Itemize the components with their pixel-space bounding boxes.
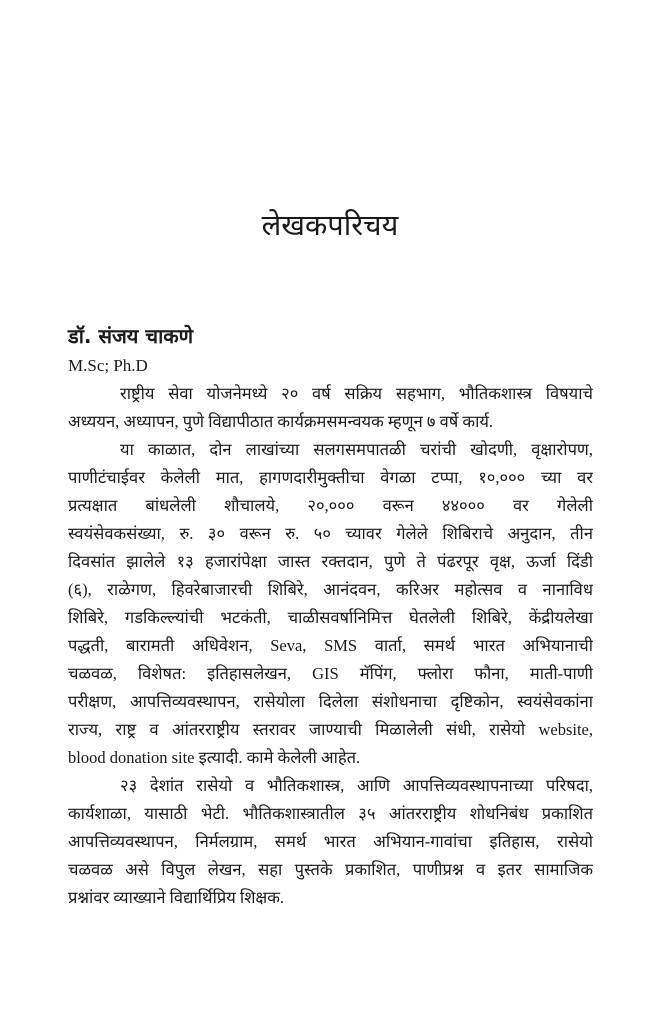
text-line: पाणीटंचाईवर केलेली मात, हागणदारीमुक्तीचा वेगळा टप्पा, १०,००० च्या वर [68, 468, 593, 487]
text-line: प्रत्यक्षात बांधलेली शौचालये, २०,००० वरून ४४००० वर गेलेली [68, 496, 593, 515]
author-bio [68, 352, 593, 912]
text-line: चळवळ, विशेषत: इतिहासलेखन, GIS मॅपिंग, फ्लोरा फौना, माती-पाणी [68, 664, 593, 683]
bio-paragraphs [68, 380, 593, 912]
text-line: राज्य, राष्ट्र व आंतरराष्ट्रीय स्तरावर जाण्याची मिळालेली संधी, रासेयो website, [68, 720, 593, 739]
text-line: स्वयंसेवकसंख्या, रु. ३० वरून रु. ५० च्यावर गेलेले शिबिराचे अनुदान, तीन [68, 524, 593, 543]
text-line: आपत्तिव्यवस्थापन, निर्मलग्राम, समर्थ भारत अभियान-गावांचा इतिहास, रासेयो [68, 832, 593, 851]
text-line: प्रश्नांवर व्याख्याने विद्यार्थिप्रिय शिक्षक. [68, 888, 285, 907]
paragraph [68, 380, 593, 436]
author-degree: M.Sc; Ph.D [68, 356, 148, 375]
text-line: २३ देशांत रासेयो व भौतिकशास्त्र, आणि आपत्तिव्यवस्थापनाच्या परिषदा, [120, 776, 593, 795]
text-line: शिबिरे, गडकिल्ल्यांची भटकंती, चाळीसवर्षानिमित्त घेतलेली शिबिरे, केंद्रीयलेखा [68, 608, 593, 627]
text-line: blood donation site इत्यादी. कामे केलेली आहेत. [68, 748, 361, 767]
text-line: (६), राळेगण, हिवरेबाजारची शिबिरे, आनंदवन, करिअर महोत्सव व नानाविध [68, 580, 593, 599]
text-line: चळवळ असे विपुल लेखन, सहा पुस्तके प्रकाशित, पाणीप्रश्न व इतर सामाजिक [68, 860, 593, 879]
text-line: परीक्षण, आपत्तिव्यवस्थापन, रासेयोला दिलेला संशोधनाचा दृष्टिकोन, स्वयंसेवकांना [68, 692, 593, 711]
text-line: राष्ट्रीय सेवा योजनेमध्ये २० वर्ष सक्रिय सहभाग, भौतिकशास्त्र विषयाचे [120, 384, 593, 403]
text-line: पद्धती, बारामती अधिवेशन, Seva, SMS वार्ता, समर्थ भारत अभियानाची [68, 636, 593, 655]
text-line: या काळात, दोन लाखांच्या सलगसमपातळी चरांची खोदणी, वृक्षारोपण, [120, 440, 593, 459]
paragraph [68, 436, 593, 772]
author-name: डॉ. संजय चाकणे [68, 324, 194, 348]
text-line: कार्यशाळा, यासाठी भेटी. भौतिकशास्त्रातील ३५ आंतरराष्ट्रीय शोधनिबंध प्रकाशित [68, 804, 593, 823]
paragraph [68, 772, 593, 912]
page-title: लेखकपरिचय [261, 208, 399, 243]
text-line: दिवसांत झालेले १३ हजारांपेक्षा जास्त रक्तदान, पुणे ते पंढरपूर वृक्ष, ऊर्जा दिंडी [68, 552, 593, 571]
text-line: अध्ययन, अध्यापन, पुणे विद्यापीठात कार्यक्रमसमन्वयक म्हणून ७ वर्षे कार्य. [68, 412, 494, 431]
